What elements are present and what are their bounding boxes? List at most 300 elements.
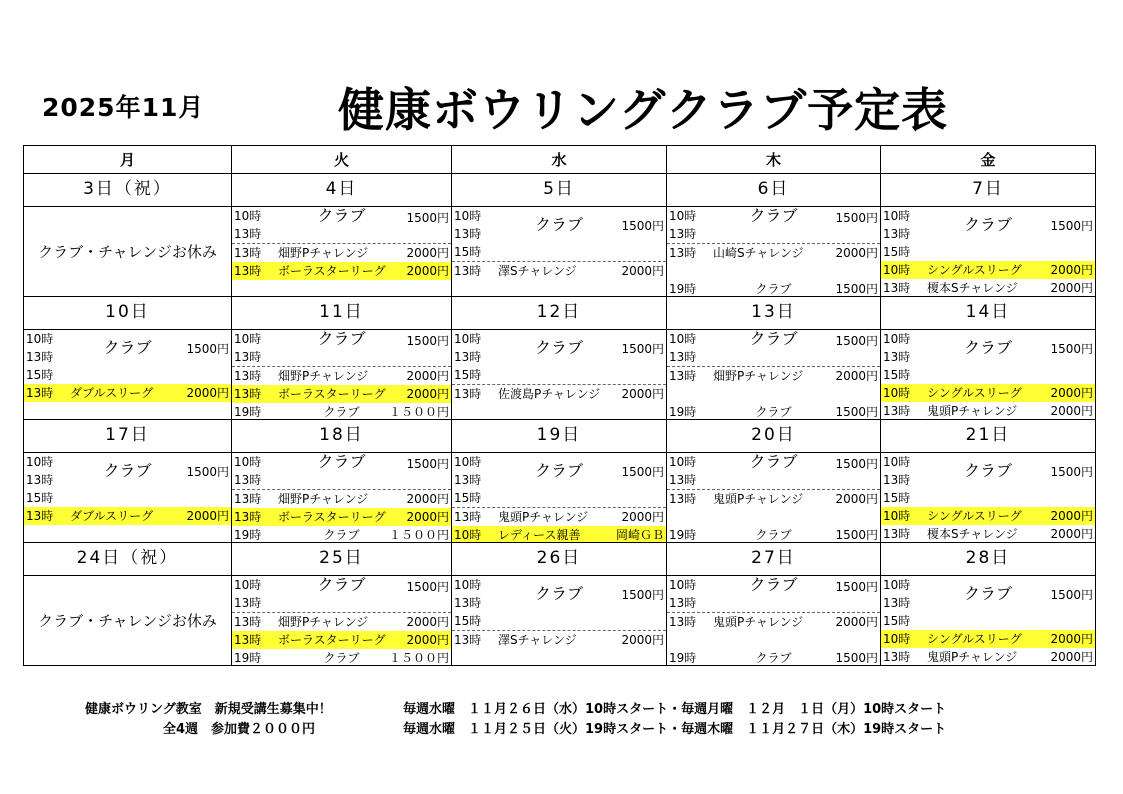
event-price: 2000円 bbox=[406, 492, 449, 506]
day-cell bbox=[667, 330, 881, 420]
club-time: 13時 bbox=[669, 227, 697, 241]
club-session bbox=[232, 330, 451, 366]
date-cell: 21日 bbox=[881, 420, 1096, 453]
club-time: 15時 bbox=[26, 491, 54, 505]
event-price: 2000円 bbox=[621, 633, 664, 647]
event-price: 2000円 bbox=[406, 369, 449, 383]
club-time: 15時 bbox=[454, 614, 482, 628]
event-name: クラブ bbox=[323, 405, 360, 419]
club-name: クラブ bbox=[534, 461, 583, 480]
schedule-table bbox=[23, 145, 1096, 666]
event-time: 13時 bbox=[234, 510, 262, 524]
club-time: 10時 bbox=[454, 332, 482, 346]
event-list bbox=[881, 507, 1095, 543]
club-session bbox=[881, 330, 1095, 384]
event-name: シングルスリーグ bbox=[927, 632, 1022, 646]
day-cell bbox=[452, 207, 667, 297]
event-list bbox=[667, 489, 880, 543]
club-session bbox=[232, 576, 451, 612]
event-price: 2000円 bbox=[835, 246, 878, 260]
day-cell bbox=[881, 453, 1096, 543]
event-list bbox=[667, 366, 880, 420]
event-price: １５００円 bbox=[388, 528, 449, 542]
event-time: 13時 bbox=[234, 633, 262, 647]
club-time: 15時 bbox=[454, 368, 482, 382]
club-time: 13時 bbox=[883, 596, 911, 610]
event-name: 澤Sチャレンジ bbox=[498, 264, 577, 278]
event-name: レディース親善 bbox=[498, 528, 581, 542]
event-time: 13時 bbox=[234, 615, 262, 629]
event-list bbox=[667, 243, 880, 297]
club-time: 13時 bbox=[883, 227, 911, 241]
event-name: クラブ bbox=[755, 651, 792, 665]
club-time: 13時 bbox=[454, 596, 482, 610]
closed-notice: クラブ・チャレンジお休み bbox=[38, 243, 217, 261]
event-price: 1500円 bbox=[835, 282, 878, 296]
event-time: 10時 bbox=[883, 263, 911, 277]
club-session bbox=[24, 330, 231, 384]
club-time: 13時 bbox=[234, 227, 262, 241]
club-session bbox=[452, 453, 666, 507]
club-time: 13時 bbox=[454, 350, 482, 364]
event-price: 2000円 bbox=[1050, 281, 1093, 295]
club-session bbox=[452, 576, 666, 630]
club-name: クラブ bbox=[317, 575, 366, 594]
event-list bbox=[24, 507, 231, 525]
event-time: 13時 bbox=[883, 650, 911, 664]
day-cell bbox=[667, 453, 881, 543]
event-price: 2000円 bbox=[406, 510, 449, 524]
event-time: 13時 bbox=[883, 281, 911, 295]
club-name: クラブ bbox=[317, 206, 366, 225]
event-row bbox=[232, 489, 451, 508]
date-cell: 10日 bbox=[24, 297, 232, 330]
event-list bbox=[232, 612, 451, 666]
event-row bbox=[881, 648, 1095, 666]
club-price: 1500円 bbox=[621, 342, 664, 356]
club-price: 1500円 bbox=[1050, 588, 1093, 602]
club-time: 13時 bbox=[454, 227, 482, 241]
event-time: 19時 bbox=[234, 651, 262, 665]
event-price: 2000円 bbox=[406, 264, 449, 278]
event-name: シングルスリーグ bbox=[927, 386, 1022, 400]
club-session bbox=[232, 207, 451, 243]
event-time: 13時 bbox=[26, 509, 54, 523]
event-name: 澤Sチャレンジ bbox=[498, 633, 577, 647]
club-time: 10時 bbox=[883, 455, 911, 469]
event-name: 畑野Pチャレンジ bbox=[278, 246, 369, 260]
league-row-highlight bbox=[232, 385, 451, 403]
league-row-highlight bbox=[881, 507, 1095, 525]
schedule-row bbox=[24, 207, 1096, 297]
event-name: 鬼頭Pチャレンジ bbox=[498, 510, 589, 524]
club-session bbox=[667, 576, 880, 612]
event-list bbox=[232, 243, 451, 280]
event-time: 13時 bbox=[454, 510, 482, 524]
footer-notice bbox=[85, 700, 946, 740]
event-name: ダブルスリーグ bbox=[70, 386, 154, 400]
club-session bbox=[232, 453, 451, 489]
date-row bbox=[24, 420, 1096, 453]
event-row bbox=[232, 366, 451, 385]
date-cell: 4日 bbox=[232, 174, 452, 207]
event-price: 2000円 bbox=[1050, 527, 1093, 541]
event-row bbox=[667, 649, 880, 666]
club-time: 10時 bbox=[669, 455, 697, 469]
club-name: クラブ bbox=[317, 452, 366, 471]
day-cell bbox=[452, 576, 667, 666]
day-cell bbox=[232, 207, 452, 297]
event-time: 13時 bbox=[234, 369, 262, 383]
event-list bbox=[452, 507, 666, 543]
event-name: 畑野Pチャレンジ bbox=[713, 369, 804, 383]
date-cell: 7日 bbox=[881, 174, 1096, 207]
date-cell: 12日 bbox=[452, 297, 667, 330]
event-price: 2000円 bbox=[186, 386, 229, 400]
event-time: 13時 bbox=[883, 404, 911, 418]
event-time: 13時 bbox=[669, 369, 697, 383]
club-session bbox=[667, 453, 880, 489]
event-row bbox=[667, 631, 880, 649]
date-cell: 14日 bbox=[881, 297, 1096, 330]
club-price: 1500円 bbox=[835, 334, 878, 348]
date-cell: 26日 bbox=[452, 543, 667, 576]
date-cell: 5日 bbox=[452, 174, 667, 207]
event-time: 10時 bbox=[883, 386, 911, 400]
club-time: 15時 bbox=[883, 491, 911, 505]
club-time: 10時 bbox=[234, 332, 262, 346]
club-time: 15時 bbox=[883, 245, 911, 259]
league-row-highlight bbox=[232, 631, 451, 649]
event-list bbox=[232, 366, 451, 420]
weekday-tue: 火 bbox=[232, 146, 452, 174]
club-name: クラブ bbox=[749, 575, 798, 594]
club-price: 1500円 bbox=[406, 334, 449, 348]
club-time: 10時 bbox=[454, 578, 482, 592]
club-price: 1500円 bbox=[835, 211, 878, 225]
event-list bbox=[667, 612, 880, 666]
club-price: 1500円 bbox=[406, 580, 449, 594]
day-cell bbox=[667, 207, 881, 297]
league-row-highlight bbox=[881, 630, 1095, 648]
club-time: 13時 bbox=[883, 350, 911, 364]
club-session bbox=[881, 207, 1095, 261]
event-row bbox=[667, 508, 880, 526]
club-time: 13時 bbox=[234, 596, 262, 610]
event-time: 13時 bbox=[454, 633, 482, 647]
club-name: クラブ bbox=[749, 329, 798, 348]
event-time: 13時 bbox=[883, 527, 911, 541]
club-time: 13時 bbox=[883, 473, 911, 487]
event-price: 2000円 bbox=[1050, 263, 1093, 277]
club-time: 15時 bbox=[26, 368, 54, 382]
footer-line1-b: 毎週水曜 １１月２６日（水）10時スタート・毎週月曜 １２月 １日（月）10時スタート bbox=[403, 702, 947, 717]
club-name: クラブ bbox=[534, 215, 583, 234]
event-list bbox=[881, 630, 1095, 666]
club-price: 1500円 bbox=[186, 465, 229, 479]
event-name: 山崎Sチャレンジ bbox=[713, 246, 804, 260]
event-price: 2000円 bbox=[1050, 386, 1093, 400]
club-time: 15時 bbox=[883, 614, 911, 628]
event-row bbox=[232, 403, 451, 420]
club-time: 10時 bbox=[883, 209, 911, 223]
club-time: 10時 bbox=[883, 332, 911, 346]
event-name: 榎本Sチャレンジ bbox=[927, 281, 1018, 295]
event-list bbox=[24, 384, 231, 402]
event-time: 13時 bbox=[669, 246, 697, 260]
club-name: クラブ bbox=[534, 584, 583, 603]
event-row bbox=[667, 280, 880, 297]
event-time: 19時 bbox=[669, 405, 697, 419]
schedule-row bbox=[24, 576, 1096, 666]
club-time: 10時 bbox=[26, 332, 54, 346]
club-time: 10時 bbox=[669, 578, 697, 592]
event-price: 1500円 bbox=[835, 528, 878, 542]
club-time: 13時 bbox=[454, 473, 482, 487]
event-price: 2000円 bbox=[186, 509, 229, 523]
weekday-fri: 金 bbox=[881, 146, 1096, 174]
event-time: 13時 bbox=[669, 492, 697, 506]
event-name: クラブ bbox=[323, 651, 360, 665]
weekday-wed: 水 bbox=[452, 146, 667, 174]
club-session bbox=[667, 207, 880, 243]
club-time: 15時 bbox=[883, 368, 911, 382]
event-price: 2000円 bbox=[1050, 632, 1093, 646]
day-cell bbox=[232, 576, 452, 666]
event-name: ダブルスリーグ bbox=[70, 509, 154, 523]
date-row bbox=[24, 174, 1096, 207]
club-price: 1500円 bbox=[1050, 219, 1093, 233]
club-price: 1500円 bbox=[621, 465, 664, 479]
event-price: 2000円 bbox=[1050, 650, 1093, 664]
club-session bbox=[881, 576, 1095, 630]
event-time: 19時 bbox=[669, 651, 697, 665]
day-cell bbox=[24, 453, 232, 543]
club-name: クラブ bbox=[749, 452, 798, 471]
club-price: 1500円 bbox=[406, 211, 449, 225]
club-price: 1500円 bbox=[835, 580, 878, 594]
club-name: クラブ bbox=[963, 215, 1012, 234]
event-list bbox=[881, 384, 1095, 420]
date-cell: 13日 bbox=[667, 297, 881, 330]
event-price: 2000円 bbox=[1050, 404, 1093, 418]
page-title: 健康ボウリングクラブ予定表 bbox=[338, 83, 949, 137]
day-cell bbox=[232, 330, 452, 420]
event-time: 13時 bbox=[234, 387, 262, 401]
event-time: 10時 bbox=[454, 528, 482, 542]
event-price: 2000円 bbox=[835, 615, 878, 629]
club-price: 1500円 bbox=[186, 342, 229, 356]
event-name: ボーラスターリーグ bbox=[278, 633, 386, 647]
club-time: 13時 bbox=[26, 473, 54, 487]
event-time: 13時 bbox=[234, 246, 262, 260]
club-time: 10時 bbox=[234, 455, 262, 469]
league-row-highlight bbox=[881, 261, 1095, 279]
club-name: クラブ bbox=[103, 461, 152, 480]
event-time: 13時 bbox=[454, 387, 482, 401]
club-time: 15時 bbox=[454, 491, 482, 505]
event-row bbox=[232, 243, 451, 262]
event-price: 2000円 bbox=[621, 264, 664, 278]
event-name: ボーラスターリーグ bbox=[278, 510, 386, 524]
event-name: 畑野Pチャレンジ bbox=[278, 369, 369, 383]
club-price: 1500円 bbox=[406, 457, 449, 471]
league-row-highlight bbox=[24, 507, 231, 525]
day-cell bbox=[232, 453, 452, 543]
club-price: 1500円 bbox=[835, 457, 878, 471]
event-name: ボーラスターリーグ bbox=[278, 264, 386, 278]
footer-line2-b: 毎週水曜 １１月２５日（火）19時スタート・毎週木曜 １１月２７日（木）19時スタート bbox=[403, 722, 947, 737]
date-cell: 19日 bbox=[452, 420, 667, 453]
event-price: 2000円 bbox=[406, 633, 449, 647]
day-cell bbox=[24, 576, 232, 666]
event-price: 2000円 bbox=[406, 246, 449, 260]
event-row bbox=[452, 507, 666, 526]
event-name: クラブ bbox=[755, 282, 792, 296]
league-row-highlight bbox=[24, 384, 231, 402]
club-name: クラブ bbox=[963, 461, 1012, 480]
club-time: 10時 bbox=[234, 209, 262, 223]
club-name: クラブ bbox=[317, 329, 366, 348]
day-cell bbox=[881, 576, 1096, 666]
event-row bbox=[667, 243, 880, 262]
league-row-highlight bbox=[881, 384, 1095, 402]
event-time: 19時 bbox=[669, 282, 697, 296]
event-time: 19時 bbox=[234, 405, 262, 419]
event-price: 2000円 bbox=[1050, 509, 1093, 523]
event-row bbox=[667, 489, 880, 508]
event-name: 畑野Pチャレンジ bbox=[278, 492, 369, 506]
event-row bbox=[452, 384, 666, 403]
period-label: 2025年11月 bbox=[42, 93, 205, 122]
date-row bbox=[24, 543, 1096, 576]
event-price: 2000円 bbox=[406, 387, 449, 401]
club-time: 13時 bbox=[669, 350, 697, 364]
day-cell bbox=[24, 207, 232, 297]
event-row bbox=[232, 649, 451, 666]
club-time: 10時 bbox=[26, 455, 54, 469]
event-time: 13時 bbox=[669, 615, 697, 629]
club-session bbox=[881, 453, 1095, 507]
event-time: 13時 bbox=[234, 264, 262, 278]
event-name: クラブ bbox=[323, 528, 360, 542]
club-time: 15時 bbox=[454, 245, 482, 259]
event-list bbox=[881, 261, 1095, 297]
event-price: 2000円 bbox=[621, 387, 664, 401]
event-price: 岡崎ＧＢ bbox=[615, 528, 664, 542]
club-name: クラブ bbox=[103, 338, 152, 357]
event-name: 佐渡島Pチャレンジ bbox=[498, 387, 601, 401]
event-time: 13時 bbox=[26, 386, 54, 400]
club-name: クラブ bbox=[534, 338, 583, 357]
event-name: 鬼頭Pチャレンジ bbox=[927, 404, 1018, 418]
league-row-highlight bbox=[452, 526, 666, 543]
weekday-header-row bbox=[24, 146, 1096, 174]
footer-line1-a: 健康ボウリング教室 新規受講生募集中！ bbox=[85, 702, 332, 717]
event-name: ボーラスターリーグ bbox=[278, 387, 386, 401]
club-time: 10時 bbox=[234, 578, 262, 592]
date-cell: 18日 bbox=[232, 420, 452, 453]
event-price: １５００円 bbox=[388, 405, 449, 419]
event-time: 19時 bbox=[234, 528, 262, 542]
event-price: 2000円 bbox=[621, 510, 664, 524]
event-time: 10時 bbox=[883, 509, 911, 523]
event-name: クラブ bbox=[755, 528, 792, 542]
day-cell bbox=[881, 207, 1096, 297]
day-cell bbox=[24, 330, 232, 420]
closed-notice: クラブ・チャレンジお休み bbox=[38, 612, 217, 630]
date-cell: 24日（祝） bbox=[24, 543, 232, 576]
date-cell: 27日 bbox=[667, 543, 881, 576]
schedule-row bbox=[24, 453, 1096, 543]
club-price: 1500円 bbox=[1050, 342, 1093, 356]
event-name: 鬼頭Pチャレンジ bbox=[927, 650, 1018, 664]
event-row bbox=[881, 525, 1095, 543]
event-list bbox=[452, 630, 666, 649]
event-name: 鬼頭Pチャレンジ bbox=[713, 615, 804, 629]
event-row bbox=[881, 279, 1095, 297]
event-name: 鬼頭Pチャレンジ bbox=[713, 492, 804, 506]
date-cell: 28日 bbox=[881, 543, 1096, 576]
club-session bbox=[24, 453, 231, 507]
event-row bbox=[452, 261, 666, 280]
event-time: 13時 bbox=[454, 264, 482, 278]
event-name: シングルスリーグ bbox=[927, 263, 1022, 277]
day-cell bbox=[452, 453, 667, 543]
footer-line2-a: 全4週 参加費２０００円 bbox=[163, 722, 316, 737]
event-row bbox=[667, 526, 880, 543]
event-row bbox=[667, 385, 880, 403]
event-row bbox=[232, 612, 451, 631]
event-name: 榎本Sチャレンジ bbox=[927, 527, 1018, 541]
event-row bbox=[667, 366, 880, 385]
club-time: 10時 bbox=[454, 209, 482, 223]
event-list bbox=[452, 261, 666, 280]
event-price: 2000円 bbox=[835, 369, 878, 383]
event-row bbox=[452, 630, 666, 649]
date-cell: 17日 bbox=[24, 420, 232, 453]
date-cell: 11日 bbox=[232, 297, 452, 330]
club-time: 13時 bbox=[26, 350, 54, 364]
league-row-highlight bbox=[232, 508, 451, 526]
league-row-highlight bbox=[232, 262, 451, 280]
club-name: クラブ bbox=[963, 584, 1012, 603]
event-time: 10時 bbox=[883, 632, 911, 646]
event-row bbox=[881, 402, 1095, 420]
weekday-mon: 月 bbox=[24, 146, 232, 174]
event-price: １５００円 bbox=[388, 651, 449, 665]
event-row bbox=[667, 612, 880, 631]
day-cell bbox=[667, 576, 881, 666]
weekday-thu: 木 bbox=[667, 146, 881, 174]
event-row bbox=[667, 403, 880, 420]
date-cell: 25日 bbox=[232, 543, 452, 576]
event-name: シングルスリーグ bbox=[927, 509, 1022, 523]
date-cell: 6日 bbox=[667, 174, 881, 207]
event-price: 2000円 bbox=[835, 492, 878, 506]
event-name: 畑野Pチャレンジ bbox=[278, 615, 369, 629]
club-name: クラブ bbox=[749, 206, 798, 225]
date-row bbox=[24, 297, 1096, 330]
event-list bbox=[232, 489, 451, 543]
club-session bbox=[667, 330, 880, 366]
event-price: 1500円 bbox=[835, 405, 878, 419]
club-time: 13時 bbox=[669, 596, 697, 610]
club-time: 10時 bbox=[669, 209, 697, 223]
event-price: 1500円 bbox=[835, 651, 878, 665]
date-cell: 3日（祝） bbox=[24, 174, 232, 207]
event-price: 2000円 bbox=[406, 615, 449, 629]
